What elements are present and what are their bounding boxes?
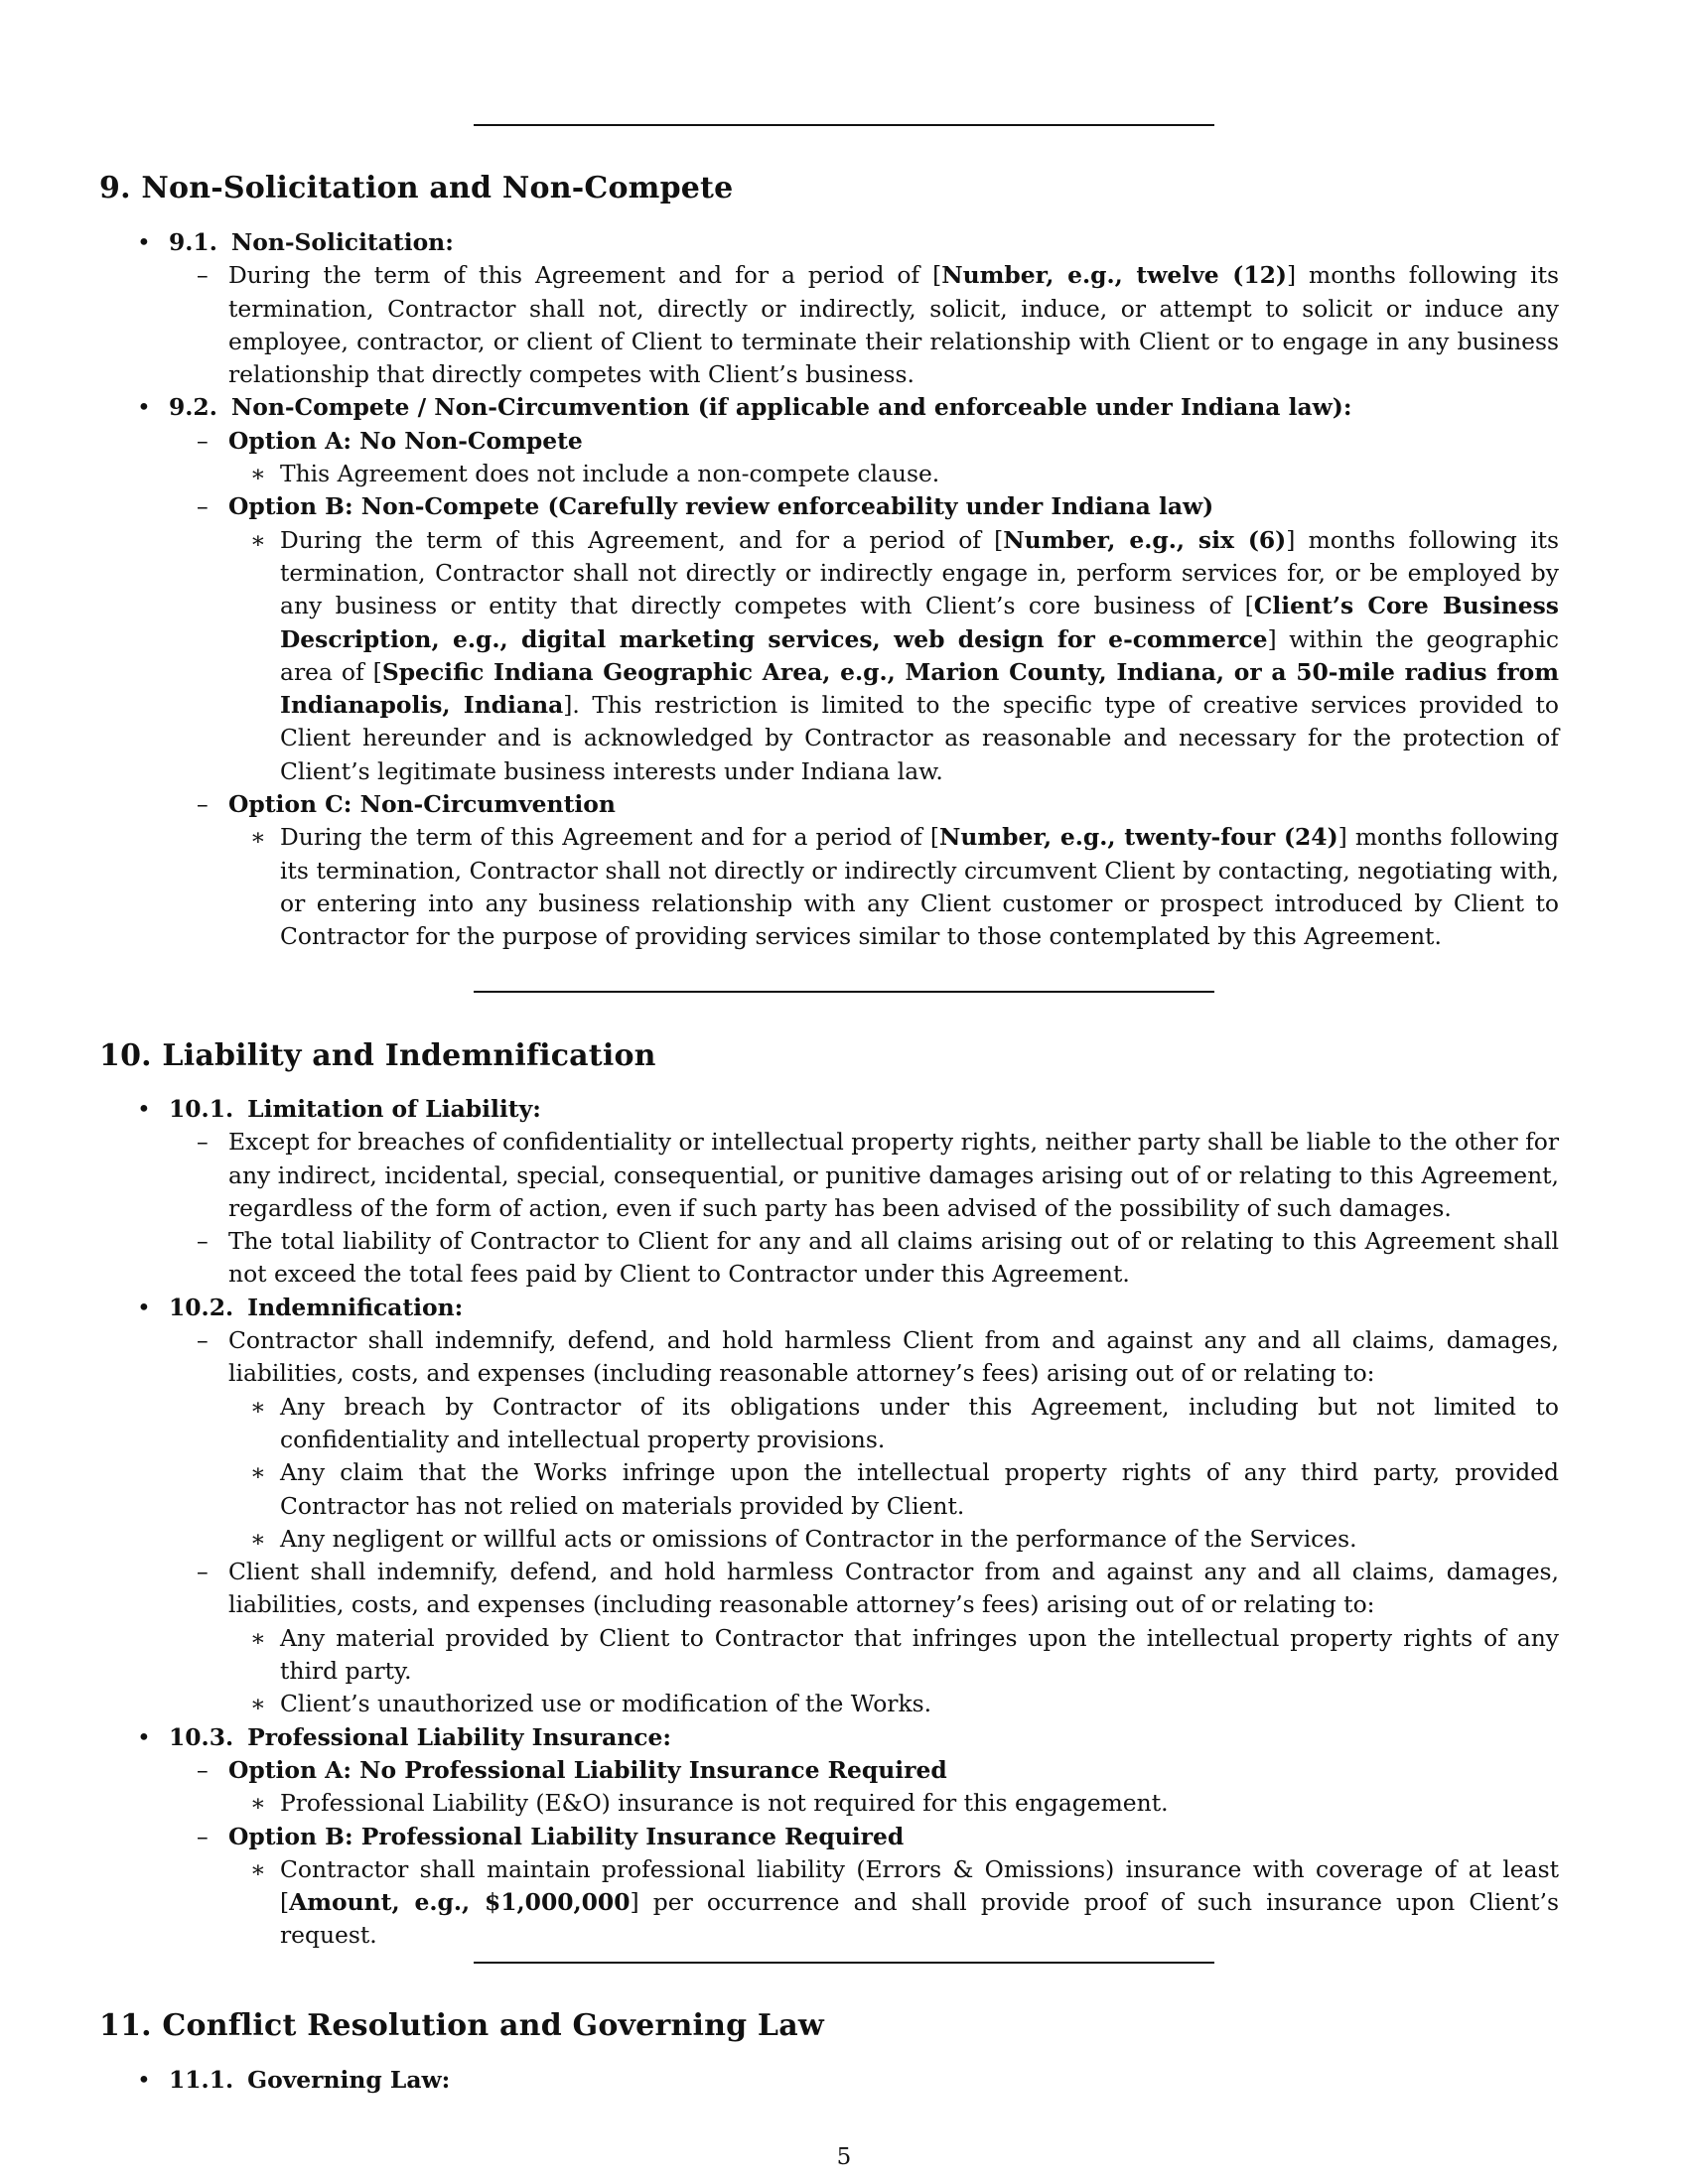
section-10-heading: 10. Liability and Indemnification xyxy=(99,1038,656,1073)
list-item: – The total liability of Contractor to Client for any and all claims arising out of or relating to this Agreement shall not exceed the total fees paid by Client to Contractor under this Agreement. xyxy=(99,1225,1559,1292)
horizontal-rule xyxy=(474,991,1214,993)
option-heading: – Option A: No Professional Liability Insurance Required xyxy=(99,1754,1559,1787)
list-item: – Contractor shall indemnify, defend, and hold harmless Client from and against any and all claims, damages, liabilities, costs, and expenses (including reasonable attorney’s fees) arising out of or relating to: xyxy=(99,1324,1559,1391)
section-11-heading: 11. Conflict Resolution and Governing Law xyxy=(99,2008,824,2043)
subsection-11-1: • 11.1. Governing Law: xyxy=(99,2064,1589,2097)
subsection-10-3: • 10.3. Professional Liability Insurance: xyxy=(99,1721,1589,1754)
list-item: ∗ Contractor shall maintain professional liability (Errors & Omissions) insurance with coverage of at least [Amount, e.g., $1,000,000] per occurrence and shall provide proof of such insurance upon Client’s request. xyxy=(99,1853,1559,1953)
list-item: ∗ Any breach by Contractor of its obligations under this Agreement, including but not limited to confidentiality and intellectual property provisions. xyxy=(99,1391,1559,1457)
page-number: 5 xyxy=(836,2144,852,2170)
section-10-body xyxy=(99,1093,1589,1953)
horizontal-rule xyxy=(474,1962,1214,1964)
list-item: ∗ This Agreement does not include a non-compete clause. xyxy=(99,458,1559,490)
option-heading: – Option B: Non-Compete (Carefully review enforceability under Indiana law) xyxy=(99,490,1559,523)
list-item: ∗ During the term of this Agreement and for a period of [Number, e.g., twenty-four (24)] months following its termination, Contractor shall not directly or indirectly circumvent Client by contacting, negotiating with, or entering into any business relationship with any Client customer or prospect introduced by Client to Contractor for the purpose of providing services similar to those contemplated by this Agreement. xyxy=(99,821,1559,953)
list-item: ∗ During the term of this Agreement, and for a period of [Number, e.g., six (6)] months following its termination, Contractor shall not directly or indirectly engage in, perform services for, or be employed by any business or entity that directly competes with Client’s core business of [Client’s Core Business Description, e.g., digital marketing services, web design for e-commerce] within the geographic area of [Specific Indiana Geographic Area, e.g., Marion County, Indiana, or a 50-mile radius from Indianapolis, Indiana]. This restriction is limited to the specific type of creative services provided to Client hereunder and is acknowledged by Contractor as reasonable and necessary for the protection of Client’s legitimate business interests under Indiana law. xyxy=(99,524,1559,788)
list-item: ∗ Any claim that the Works infringe upon the intellectual property rights of any third party, provided Contractor has not relied on materials provided by Client. xyxy=(99,1456,1559,1523)
subsection-9-2: • 9.2. Non-Compete / Non-Circumvention (if applicable and enforceable under Indiana law): xyxy=(99,391,1589,424)
list-item: – Except for breaches of confidentiality or intellectual property rights, neither party shall be liable to the other for any indirect, incidental, special, consequential, or punitive damages arising out of or relating to this Agreement, regardless of the form of action, even if such party has been advised of the possibility of such damages. xyxy=(99,1126,1559,1225)
horizontal-rule xyxy=(474,124,1214,126)
list-item: ∗ Any material provided by Client to Contractor that infringes upon the intellectual property rights of any third party. xyxy=(99,1622,1559,1689)
section-11-body xyxy=(99,2064,1589,2097)
list-item: ∗ Professional Liability (E&O) insurance is not required for this engagement. xyxy=(99,1787,1559,1820)
subsection-10-1: • 10.1. Limitation of Liability: xyxy=(99,1093,1589,1126)
subsection-9-1: • 9.1. Non-Solicitation: xyxy=(99,226,1589,259)
section-9-heading: 9. Non-Solicitation and Non-Compete xyxy=(99,171,734,205)
section-9-body xyxy=(99,226,1589,954)
list-item: – Client shall indemnify, defend, and hold harmless Contractor from and against any and all claims, damages, liabilities, costs, and expenses (including reasonable attorney’s fees) arising out of or relating to: xyxy=(99,1556,1559,1622)
option-heading: – Option A: No Non-Compete xyxy=(99,425,1559,458)
subsection-10-2: • 10.2. Indemnification: xyxy=(99,1292,1589,1324)
option-heading: – Option C: Non-Circumvention xyxy=(99,788,1559,821)
list-item: ∗ Client’s unauthorized use or modification of the Works. xyxy=(99,1688,1559,1720)
list-item: ∗ Any negligent or willful acts or omissions of Contractor in the performance of the Services. xyxy=(99,1523,1559,1556)
list-item: – During the term of this Agreement and for a period of [Number, e.g., twelve (12)] months following its termination, Contractor shall not, directly or indirectly, solicit, induce, or attempt to solicit or induce any employee, contractor, or client of Client to terminate their relationship with Client or to engage in any business relationship that directly competes with Client’s business. xyxy=(99,259,1559,391)
option-heading: – Option B: Professional Liability Insurance Required xyxy=(99,1821,1559,1853)
